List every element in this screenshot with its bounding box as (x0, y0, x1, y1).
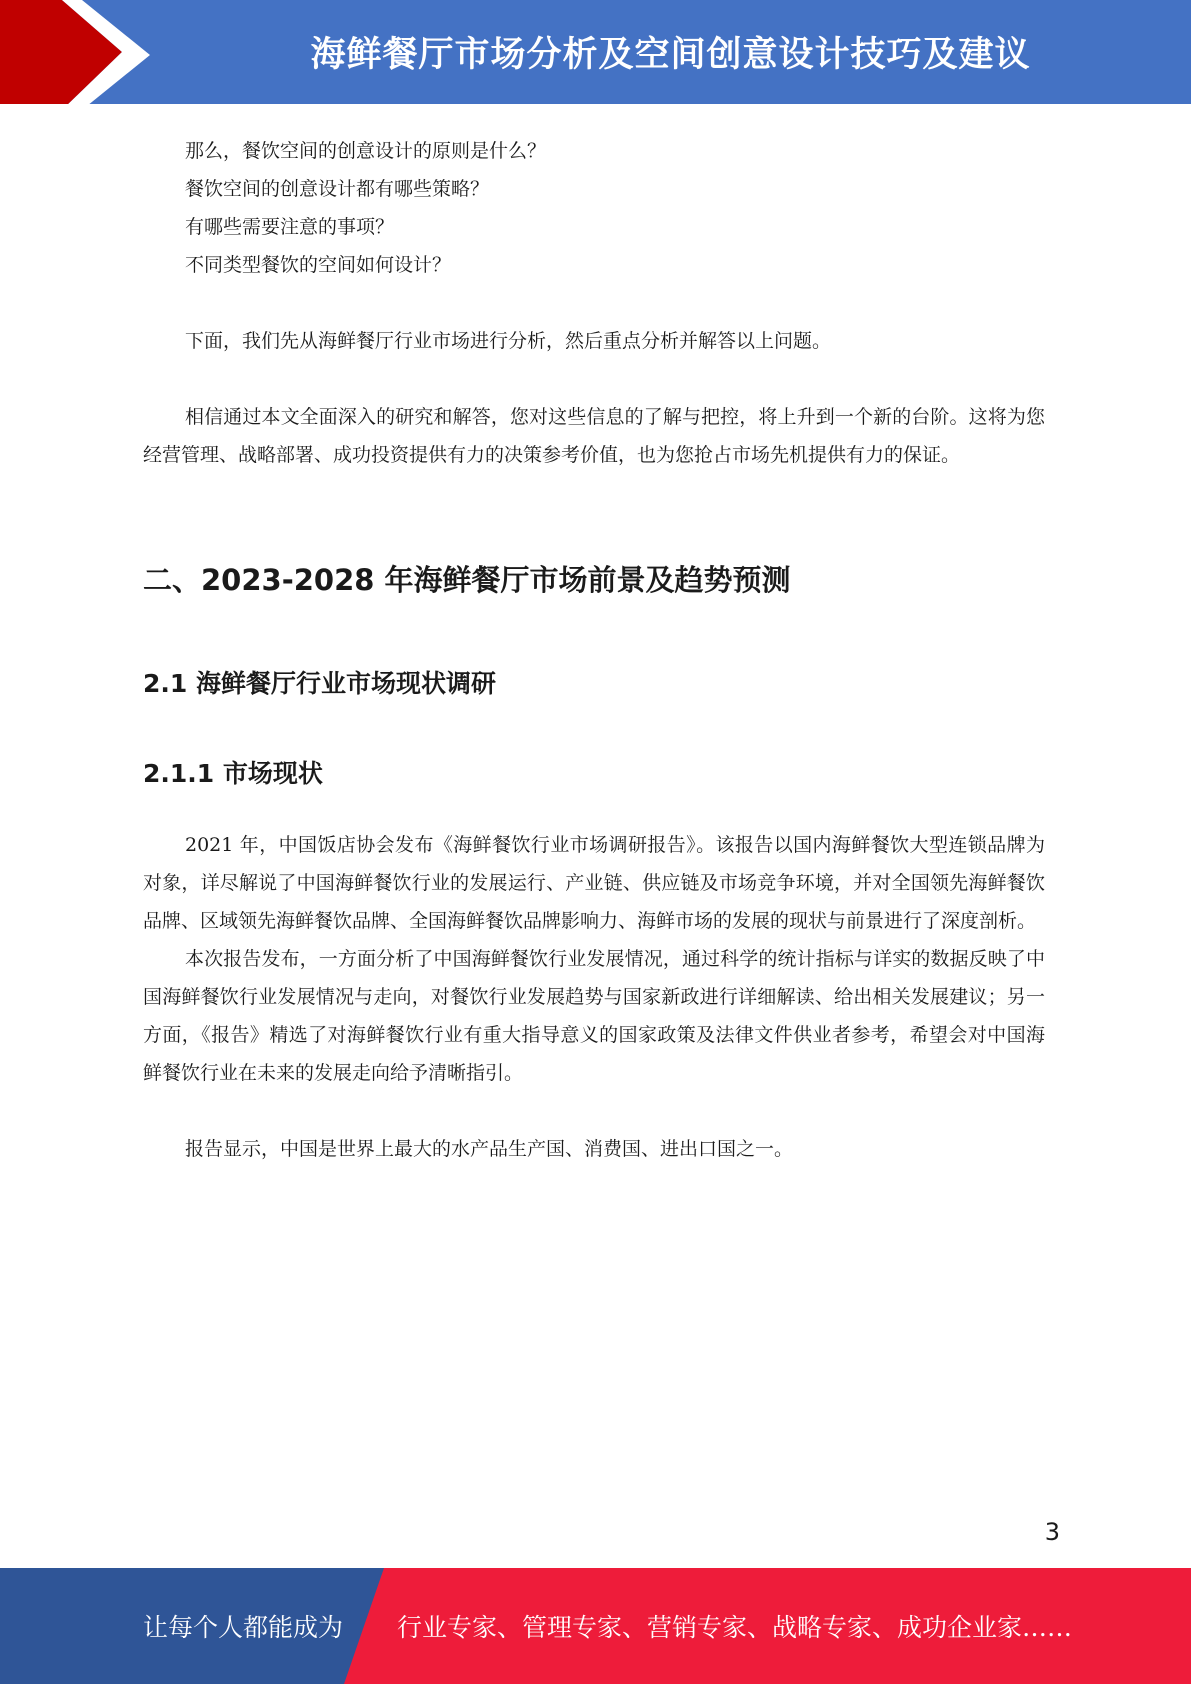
question-4: 不同类型餐饮的空间如何设计？ (185, 254, 452, 276)
question-1: 那么，餐饮空间的创意设计的原则是什么？ (185, 140, 547, 162)
subsubsection-heading: 2.1.1 市场现状 (143, 759, 323, 788)
page-header (0, 0, 1191, 110)
footer-slogan-left: 让每个人都能成为 (143, 1613, 344, 1642)
subsection-heading: 2.1 海鲜餐厅行业市场现状调研 (143, 669, 496, 698)
body-paragraph-2: 本次报告发布，一方面分析了中国海鲜餐饮行业发展情况，通过科学的统计指标与详实的数据反映了中国海鲜餐饮行业发展情况与走向，对餐饮行业发展趋势与国家新政进行详细解读、给出相关发展建议；另一方面，《报告》精选了对海鲜餐饮行业有重大指导意义的国家政策及法律文件供业者参考，希望会对中国海鲜餐饮行业在未来的发展走向给予清晰指引。 (143, 948, 1045, 1084)
question-2: 餐饮空间的创意设计都有哪些策略？ (185, 178, 490, 200)
intro-paragraph: 下面，我们先从海鲜餐厅行业市场进行分析，然后重点分析并解答以上问题。 (185, 330, 832, 352)
section-heading: 二、2023-2028 年海鲜餐厅市场前景及趋势预测 (143, 563, 791, 597)
page-number: 3 (1044, 1518, 1060, 1546)
question-3: 有哪些需要注意的事项？ (185, 216, 395, 238)
page-content (143, 132, 1045, 474)
page-footer (0, 1568, 1191, 1684)
body-paragraph-1: 2021 年，中国饭店协会发布《海鲜餐饮行业市场调研报告》。该报告以国内海鲜餐饮大型连锁品牌为对象，详尽解说了中国海鲜餐饮行业的发展运行、产业链、供应链及市场竞争环境，并对全国领先海鲜餐饮品牌、区域领先海鲜餐饮品牌、全国海鲜餐饮品牌影响力、海鲜市场的发展的现状与前景进行了深度剖析。 (143, 834, 1045, 932)
closing-paragraph: 报告显示，中国是世界上最大的水产品生产国、消费国、进出口国之一。 (185, 1138, 794, 1160)
document-title: 海鲜餐厅市场分析及空间创意设计技巧及建议 (310, 35, 1031, 75)
footer-slogan-right: 行业专家、管理专家、营销专家、战略专家、成功企业家…… (397, 1613, 1073, 1642)
value-paragraph: 相信通过本文全面深入的研究和解答，您对这些信息的了解与把控，将上升到一个新的台阶。这将为您经营管理、战略部署、成功投资提供有力的决策参考价值，也为您抢占市场先机提供有力的保证。 (143, 406, 1045, 466)
report-content (143, 826, 1045, 1168)
